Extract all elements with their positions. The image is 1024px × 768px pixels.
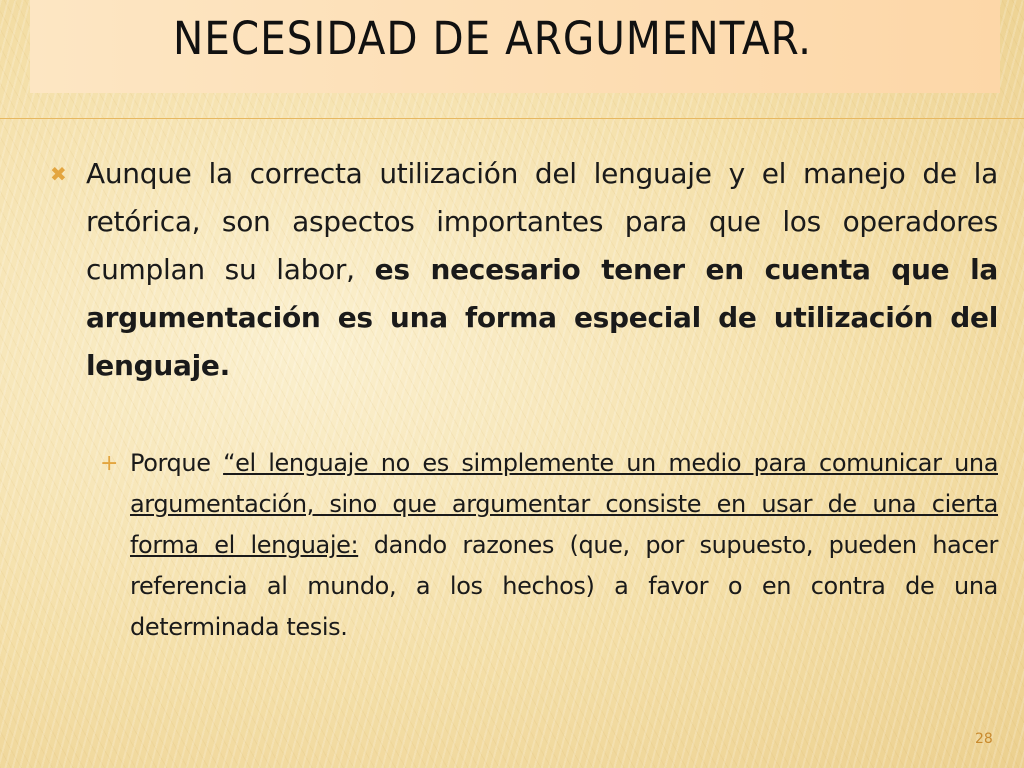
title-band [30, 0, 1000, 93]
sub-bullet-quote-text: “el lenguaje no es simplemente un medio para comunicar una argumentación, sino que argumentar consiste en usar de una cierta forma el lenguaje: [130, 449, 998, 559]
slide-title: NECESIDAD DE ARGUMENTAR. [173, 12, 812, 65]
sub-bullet-intro-text: Porque [130, 449, 224, 477]
bullet-point-1 [50, 150, 999, 390]
sub-bullet-point-1 [100, 443, 998, 648]
cross-bullet-icon: ✖ [50, 162, 67, 186]
bullet-1-text: Aunque la correcta utilización del lenguaje y el manejo de la retórica, son aspectos importantes para que los operadores cumplan su labor, [86, 157, 998, 286]
page-number: 28 [975, 731, 993, 747]
sub-bullet-rest-text: dando razones (que, por supuesto, pueden hacer referencia al mundo, a los hechos) a favor o en contra de una determinada tesis. [130, 531, 998, 641]
bullet-1-bold-text: es necesario tener en cuenta que la argumentación es una forma especial de utilización del lenguaje. [86, 253, 999, 382]
title-divider [0, 118, 1024, 119]
plus-bullet-icon: + [100, 451, 119, 476]
